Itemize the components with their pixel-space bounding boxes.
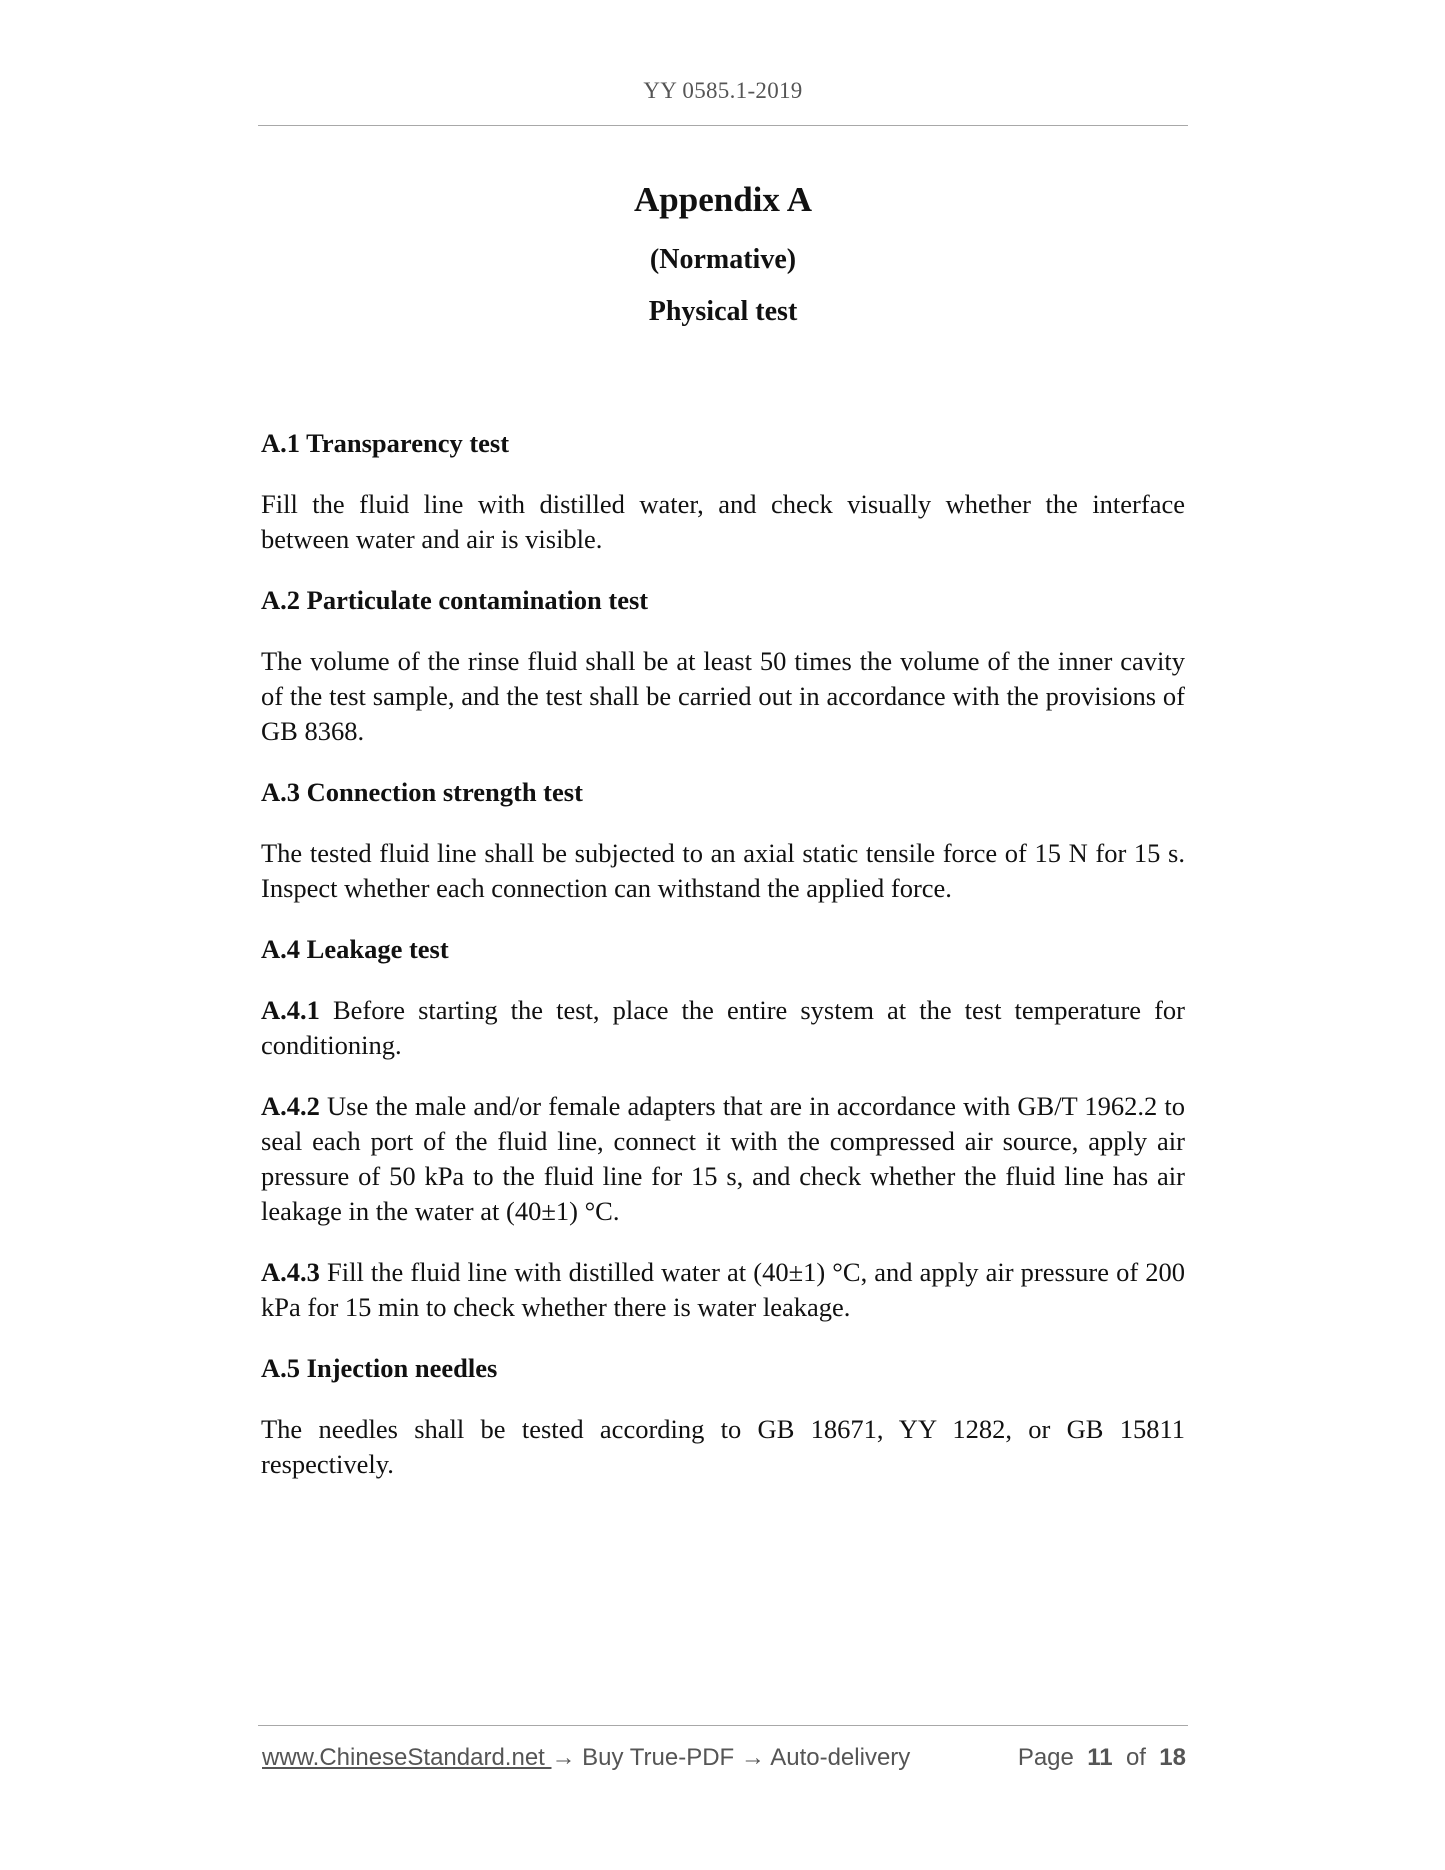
- section-body-a3: The tested fluid line shall be subjected to an axial static tensile force of 15 N for 15 s. Inspect whether each connection can withstand the applied force.: [261, 838, 1185, 903]
- clause-text: Fill the fluid line with distilled water at (40±1) °C, and apply air pressure of 200 kPa for 15 min to check whether there is water leakage.: [261, 1257, 1185, 1322]
- section-body-a1: Fill the fluid line with distilled water, and check visually whether the interface between water and air is visible.: [261, 489, 1185, 554]
- arrow-right-icon: →: [740, 1744, 765, 1771]
- section-heading-a3: A.3 Connection strength test: [261, 777, 583, 807]
- clause-number: A.4.2: [261, 1091, 320, 1121]
- arrow-right-icon: →: [551, 1744, 576, 1771]
- clause-number: A.4.1: [261, 995, 320, 1025]
- page-label: Page: [1017, 1744, 1074, 1771]
- footer-promo: [262, 1744, 910, 1772]
- appendix-body: [261, 426, 1185, 1508]
- section-body-a5: The needles shall be tested according to GB 18671, YY 1282, or GB 15811 respectively.: [261, 1414, 1185, 1479]
- section-heading-a2: A.2 Particulate contamination test: [261, 585, 649, 615]
- document-code-header: YY 0585.1-2019: [643, 78, 803, 103]
- footer-divider: [258, 1725, 1188, 1726]
- section-body-a2: The volume of the rinse fluid shall be at least 50 times the volume of the inner cavity of the test sample, and the test shall be carried out in accordance with the provisions of GB 8368.: [261, 646, 1185, 746]
- current-page-number: 11: [1087, 1744, 1113, 1771]
- clause-text: Use the male and/or female adapters that are in accordance with GB/T 1962.2 to seal each port of the fluid line, connect it with the compressed air source, apply air pressure of 50 kPa to the fluid line for 15 s, and check whether the fluid line has air leakage in the water at (40±1) °C.: [261, 1091, 1185, 1226]
- appendix-title: Appendix A: [634, 180, 812, 219]
- clause-a43: [261, 1255, 1185, 1325]
- clause-a41: [261, 993, 1185, 1063]
- section-heading-a4: A.4 Leakage test: [261, 934, 449, 964]
- page-indicator: [1018, 1744, 1186, 1772]
- clause-text: Before starting the test, place the entire system at the test temperature for conditioning.: [261, 995, 1185, 1060]
- page-of-label: of: [1125, 1744, 1146, 1771]
- auto-delivery-text: Auto-delivery: [764, 1744, 911, 1771]
- total-pages-number: 18: [1159, 1744, 1186, 1771]
- appendix-type: (Normative): [649, 244, 797, 275]
- clause-number: A.4.3: [261, 1257, 320, 1287]
- page-footer: [262, 1744, 1186, 1784]
- buy-true-pdf-text: Buy True-PDF: [575, 1744, 741, 1771]
- website-link[interactable]: www.ChineseStandard.net: [262, 1744, 552, 1771]
- clause-a42: [261, 1089, 1185, 1229]
- section-heading-a5: A.5 Injection needles: [261, 1353, 498, 1383]
- appendix-subject: Physical test: [648, 296, 798, 327]
- header-divider: [258, 125, 1188, 126]
- section-heading-a1: A.1 Transparency test: [261, 428, 510, 458]
